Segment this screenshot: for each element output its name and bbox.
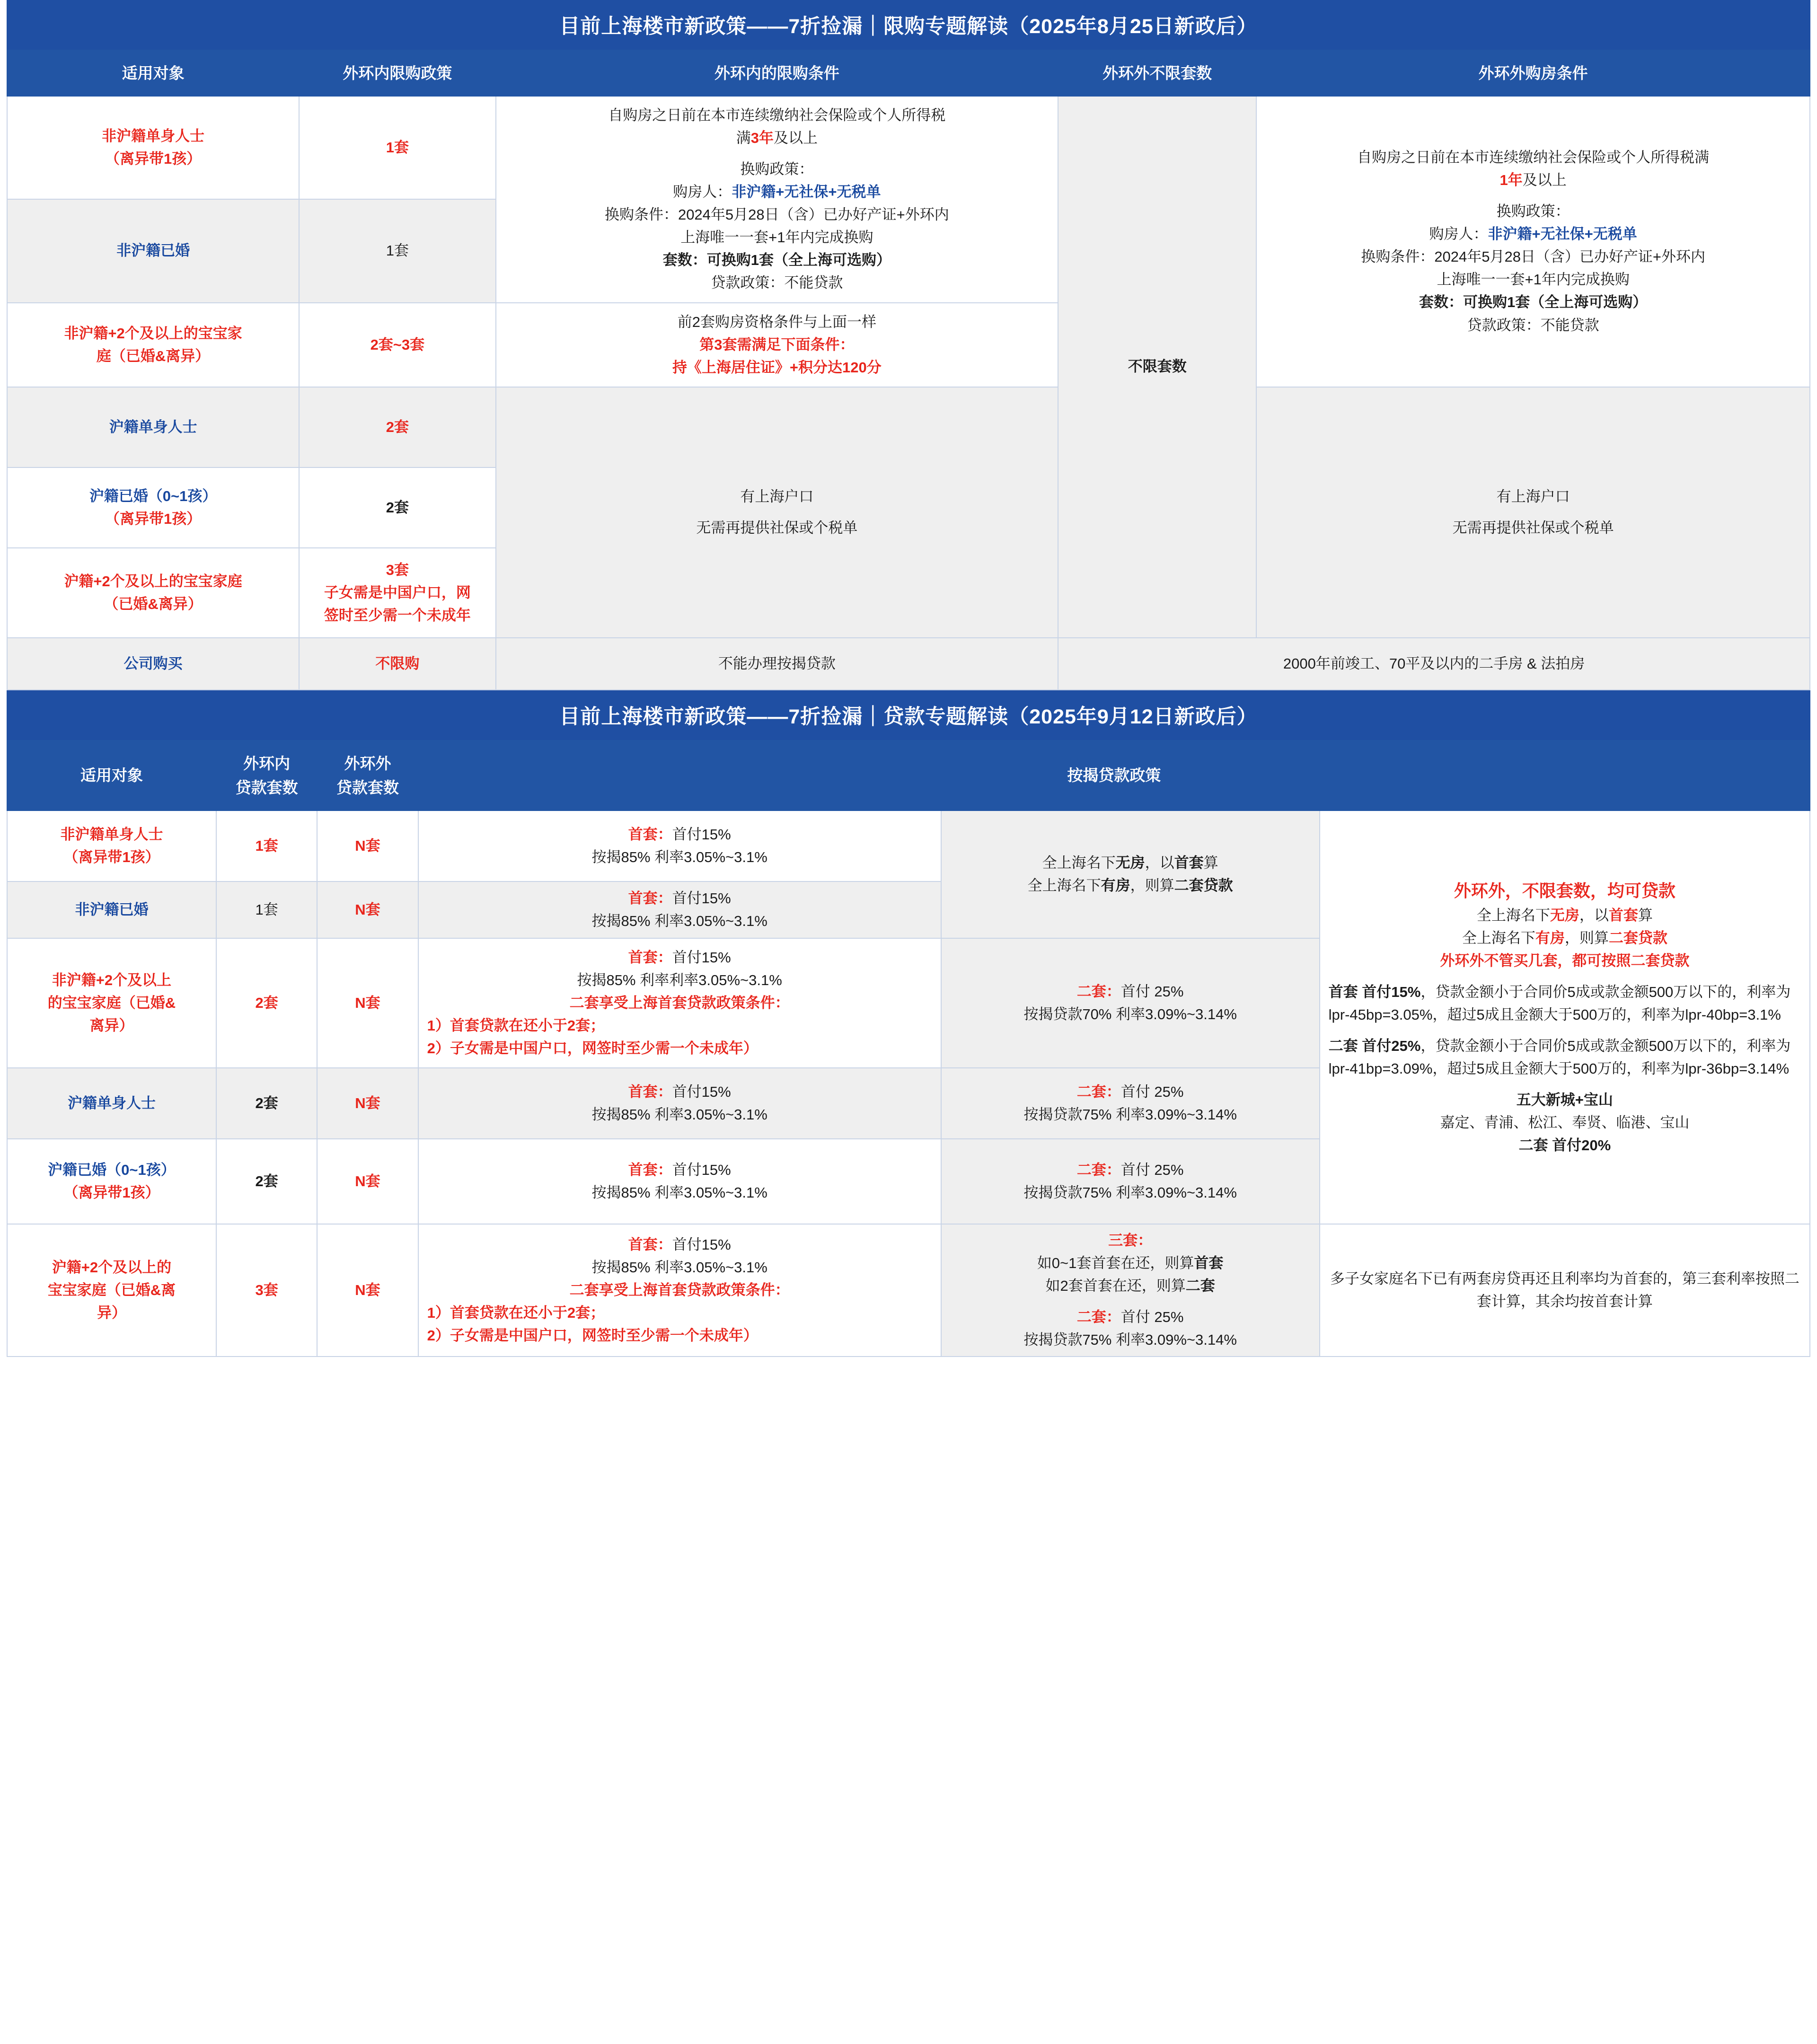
row-inner-quota-7: 不限购 [299,638,495,690]
section2-header-row [7,740,1810,811]
inner-condition-nonhu: 自购房之日前在本市连续缴纳社会保险或个人所得税 满3年及以上 换购政策： 购房人：非沪籍+无社保+无税单 换购条件：2024年5月28日（含）已办好产证+外环内 上海唯一一套+1年内完成换购 套数：可换购1套（全上海可选购） 贷款政策：不能贷款 [496,96,1058,302]
outer-condition-hu: 有上海户口 无需再提供社保或个税单 [1256,387,1810,638]
loan-row-inner-3: 2套 [216,938,317,1068]
table-row [7,811,1810,881]
outer-quota-cell: 不限套数 [1058,96,1256,638]
col-header-inner-condition: 外环内的限购条件 [496,50,1058,96]
loan-row-inner-1: 1套 [216,811,317,881]
section2-table [7,740,1810,1357]
loan-row-object-3: 非沪籍+2个及以上 的宝宝家庭（已婚& 离异） [7,938,216,1068]
row-inner-quota-5: 2套 [299,467,495,548]
loan-row-outer-4: N套 [317,1068,418,1139]
loan-mid-5: 二套：首付 25% 按揭贷款75% 利率3.09%~3.14% [941,1139,1320,1224]
loan-mid-nonhu: 全上海名下无房，以首套算 全上海名下有房，则算二套贷款 [941,811,1320,938]
col-header-inner-loan-count: 外环内 贷款套数 [216,740,317,811]
table-row [7,1224,1810,1357]
row-object-5: 沪籍已婚（0~1孩） （离异带1孩） [7,467,299,548]
loan-row-outer-5: N套 [317,1139,418,1224]
loan-row-object-2: 非沪籍已婚 [7,881,216,938]
outer-condition-nonhu: 自购房之日前在本市连续缴纳社会保险或个人所得税满 1年及以上 换购政策： 购房人：非沪籍+无社保+无税单 换购条件：2024年5月28日（含）已办好产证+外环内 上海唯一一套+1年内完成换购 套数：可换购1套（全上海可选购） 贷款政策：不能贷款 [1256,96,1810,387]
loan-row-outer-2: N套 [317,881,418,938]
loan-row-outer-3: N套 [317,938,418,1068]
row-object-2: 非沪籍已婚 [7,199,299,302]
loan-policy-5: 首套：首付15% 按揭85% 利率3.05%~3.1% [418,1139,941,1224]
loan-policy-3: 首套：首付15% 按揭85% 利率利率3.05%~3.1% 二套享受上海首套贷款政策条件： 1）首套贷款在还小于2套； 2）子女需是中国户口，网签时至少需一个未成年） [418,938,941,1068]
inner-condition-company: 不能办理按揭贷款 [496,638,1058,690]
loan-policy-6: 首套：首付15% 按揭85% 利率3.05%~3.1% 二套享受上海首套贷款政策条件： 1）首套贷款在还小于2套； 2）子女需是中国户口，网签时至少需一个未成年） [418,1224,941,1357]
section1-title: 目前上海楼市新政策——7折捡漏｜限购专题解读（2025年8月25日新政后） [7,0,1810,50]
loan-row-outer-6: N套 [317,1224,418,1357]
row-object-6: 沪籍+2个及以上的宝宝家庭 （已婚&离异） [7,548,299,638]
row-inner-quota-3: 2套~3套 [299,303,495,387]
section2-title: 目前上海楼市新政策——7折捡漏｜贷款专题解读（2025年9月12日新政后） [7,690,1810,740]
row-object-3: 非沪籍+2个及以上的宝宝家 庭（已婚&离异） [7,303,299,387]
loan-policy-1: 首套：首付15% 按揭85% 利率3.05%~3.1% [418,811,941,881]
loan-mid-3: 二套：首付 25% 按揭贷款70% 利率3.09%~3.14% [941,938,1320,1068]
loan-row-outer-1: N套 [317,811,418,881]
loan-policy-4: 首套：首付15% 按揭85% 利率3.05%~3.1% [418,1068,941,1139]
col-header-object: 适用对象 [7,50,299,96]
loan-row-object-1: 非沪籍单身人士 （离异带1孩） [7,811,216,881]
loan-right-summary: 外环外，不限套数，均可贷款 全上海名下无房，以首套算 全上海名下有房，则算二套贷款 外环外不管买几套，都可按照二套贷款 首套 首付15%，贷款金额小于合同价5成或款金额500万以下的，利率为lpr-45bp=3.05%，超过5成且金额大于500万的，利率为lpr-40bp=3.1% 二套 首付25%，贷款金额小于合同价5成或款金额500万以下的，利率为lpr-41bp=3.09%，超过5成且金额大于500万的，利率为lpr-36bp=3.14% 五大新城+宝山 嘉定、青浦、松江、奉贤、临港、宝山 二套 首付20% [1320,811,1810,1224]
loan-mid-4: 二套：首付 25% 按揭贷款75% 利率3.09%~3.14% [941,1068,1320,1139]
col-header-outer-condition: 外环外购房条件 [1256,50,1810,96]
loan-policy-2: 首套：首付15% 按揭85% 利率3.05%~3.1% [418,881,941,938]
row-inner-quota-2: 1套 [299,199,495,302]
row-object-1: 非沪籍单身人士 （离异带1孩） [7,96,299,199]
col-header-inner-quota: 外环内限购政策 [299,50,495,96]
row-inner-quota-6: 3套 子女需是中国户口，网 签时至少需一个未成年 [299,548,495,638]
col-header-outer-loan-count: 外环外 贷款套数 [317,740,418,811]
table-row [7,638,1810,690]
inner-condition-hu: 有上海户口 无需再提供社保或个税单 [496,387,1058,638]
loan-mid-6: 三套： 如0~1套首套在还，则算首套 如2套首套在还，则算二套 二套：首付 25% 按揭贷款75% 利率3.09%~3.14% [941,1224,1320,1357]
loan-row-inner-4: 2套 [216,1068,317,1139]
loan-right-bottom: 多子女家庭名下已有两套房贷再还且利率均为首套的，第三套利率按照二套计算，其余均按首套计算 [1320,1224,1810,1357]
loan-row-object-5: 沪籍已婚（0~1孩） （离异带1孩） [7,1139,216,1224]
table-row [7,96,1810,199]
loan-row-inner-2: 1套 [216,881,317,938]
row-object-4: 沪籍单身人士 [7,387,299,467]
section1-table [7,50,1810,690]
section1-header-row [7,50,1810,96]
loan-row-object-6: 沪籍+2个及以上的 宝宝家庭（已婚&离 异） [7,1224,216,1357]
loan-row-inner-6: 3套 [216,1224,317,1357]
row-object-7: 公司购买 [7,638,299,690]
row-inner-quota-1: 1套 [299,96,495,199]
table-row [7,387,1810,467]
outer-condition-company: 2000年前竣工、70平及以内的二手房 & 法拍房 [1058,638,1810,690]
col-header-object-2: 适用对象 [7,740,216,811]
inner-condition-multi: 前2套购房资格条件与上面一样 第3套需满足下面条件： 持《上海居住证》+积分达120分 [496,303,1058,387]
row-inner-quota-4: 2套 [299,387,495,467]
loan-row-object-4: 沪籍单身人士 [7,1068,216,1139]
col-header-outer-quota: 外环外不限套数 [1058,50,1256,96]
col-header-mortgage-policy: 按揭贷款政策 [418,740,1810,811]
loan-row-inner-5: 2套 [216,1139,317,1224]
